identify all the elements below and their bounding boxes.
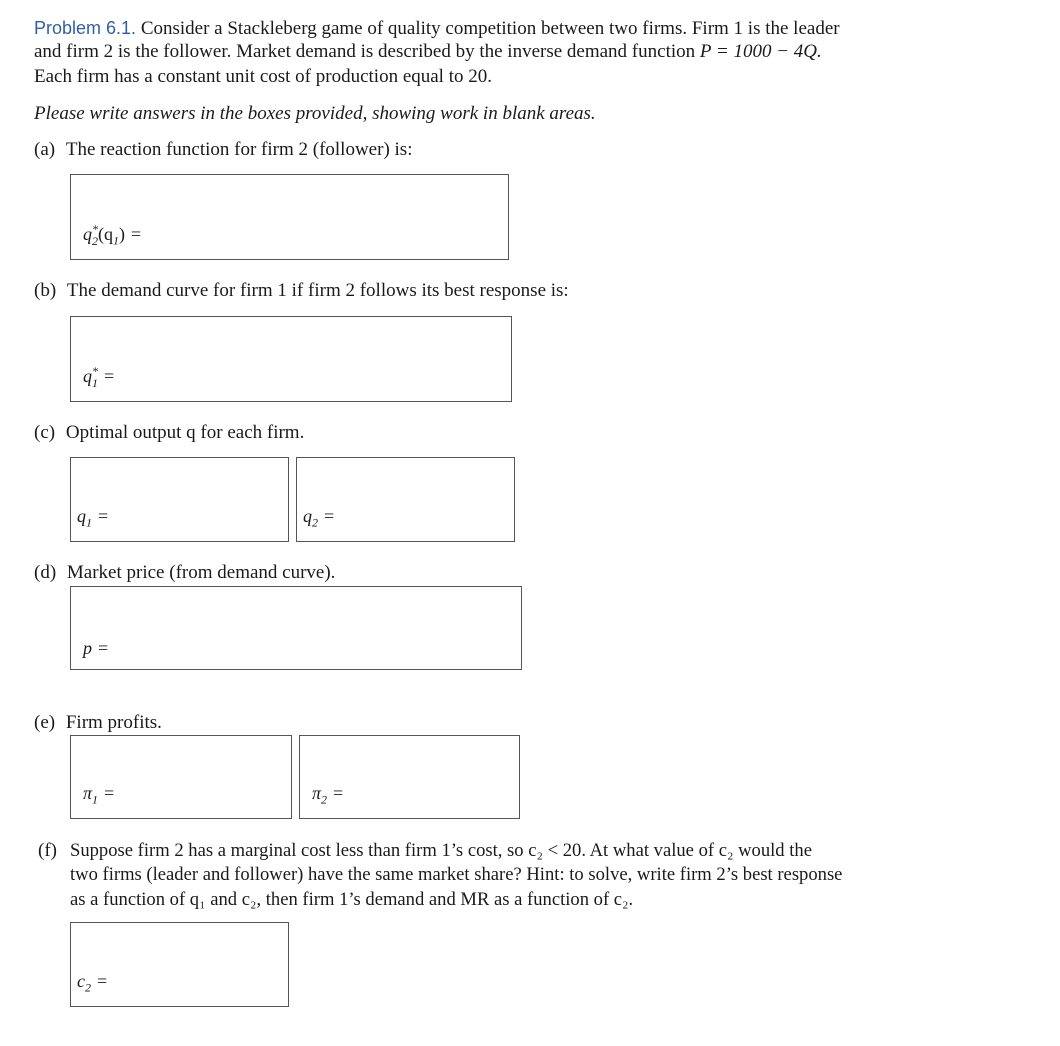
problem-label: Problem 6.1.: [34, 18, 137, 38]
answer-box-d[interactable]: [70, 586, 522, 670]
var-p: p: [83, 638, 92, 658]
equals: =: [131, 224, 142, 245]
arg-open: (q: [98, 224, 113, 245]
part-f-marker: (f): [38, 840, 57, 861]
answer-box-e2[interactable]: [299, 735, 520, 819]
part-f-line-2: two firms (leader and follower) have the same market share? Hint: to solve, write firm 2’s best response: [70, 864, 843, 885]
part-c-text: Optimal output q for each firm.: [65, 422, 305, 443]
part-e-marker: (e): [34, 712, 56, 733]
var-q: q: [83, 366, 92, 387]
part-b-text: The demand curve for firm 1 if firm 2 follows its best response is:: [66, 280, 569, 301]
demand-equation: P = 1000 − 4Q.: [699, 41, 822, 62]
part-f-line-1: Suppose firm 2 has a marginal cost less than firm 1’s cost, so c₂ < 20. At what value of c₂ would the: [70, 840, 812, 861]
var-pi: π: [312, 783, 322, 804]
part-e-question: [34, 711, 162, 735]
answer-box-b[interactable]: [70, 316, 512, 402]
sub-2: 2: [85, 981, 91, 995]
sub-2: 2: [92, 234, 98, 248]
part-c-question: [34, 421, 304, 445]
answer-box-c1-label: [77, 506, 108, 531]
answer-box-c1[interactable]: [70, 457, 289, 542]
part-b-question: [34, 279, 569, 303]
part-a-question: [34, 138, 412, 162]
sub-1: 1: [92, 793, 99, 807]
answer-box-a-label: [83, 222, 141, 249]
part-d-marker: (d): [34, 562, 57, 583]
sup-star: *: [92, 222, 98, 237]
answer-box-b-label: [83, 364, 114, 391]
answer-box-c2[interactable]: [296, 457, 515, 542]
var-pi: π: [83, 783, 93, 804]
part-d-question: [34, 561, 335, 585]
equals: =: [324, 506, 335, 527]
equals: =: [97, 971, 108, 992]
answer-box-e1[interactable]: [70, 735, 292, 819]
sub-2: 2: [312, 516, 318, 530]
problem-line-3: Each firm has a constant unit cost of production equal to 20.: [34, 66, 492, 87]
var-q: q: [77, 506, 86, 527]
problem-line-1: [34, 16, 840, 41]
problem-text-2: and firm 2 is the follower. Market demand is described by the inverse demand function: [34, 41, 696, 62]
sub-2: 2: [321, 793, 328, 807]
answer-box-e2-label: [312, 783, 343, 808]
answer-box-f-label: [77, 971, 107, 996]
sup-star: *: [92, 364, 98, 379]
sub-1: 1: [86, 516, 92, 530]
problem-line-2: [34, 40, 822, 64]
answer-box-c2-label: [303, 506, 334, 531]
answer-box-f[interactable]: [70, 922, 289, 1007]
part-d-text: Market price (from demand curve).: [66, 562, 336, 583]
part-b-marker: (b): [34, 280, 57, 301]
equals: =: [104, 366, 115, 387]
instructions: Please write answers in the boxes provided, showing work in blank areas.: [34, 103, 596, 124]
equals: =: [98, 506, 109, 527]
part-c-marker: (c): [34, 422, 56, 443]
answer-box-a[interactable]: [70, 174, 509, 260]
var-q: q: [303, 506, 312, 527]
arg-sub-1: 1: [113, 234, 119, 248]
equals: =: [333, 783, 344, 804]
var-c: c: [77, 971, 85, 992]
answer-box-e1-label: [83, 783, 114, 808]
problem-text-1: Consider a Stackleberg game of quality competition between two firms. Firm 1 is the leader: [140, 18, 840, 39]
part-a-marker: (a): [34, 139, 56, 160]
answer-box-d-label: [83, 638, 108, 659]
var-q: q: [83, 224, 92, 245]
part-e-text: Firm profits.: [65, 712, 162, 733]
sub-1: 1: [92, 376, 98, 390]
part-a-text: The reaction function for firm 2 (follower) is:: [65, 139, 413, 160]
equals: =: [104, 783, 115, 804]
part-f-line-3: as a function of q₁ and c₂, then firm 1’s demand and MR as a function of c₂.: [70, 889, 634, 910]
equals: =: [98, 638, 109, 658]
arg-close: ): [119, 224, 125, 245]
